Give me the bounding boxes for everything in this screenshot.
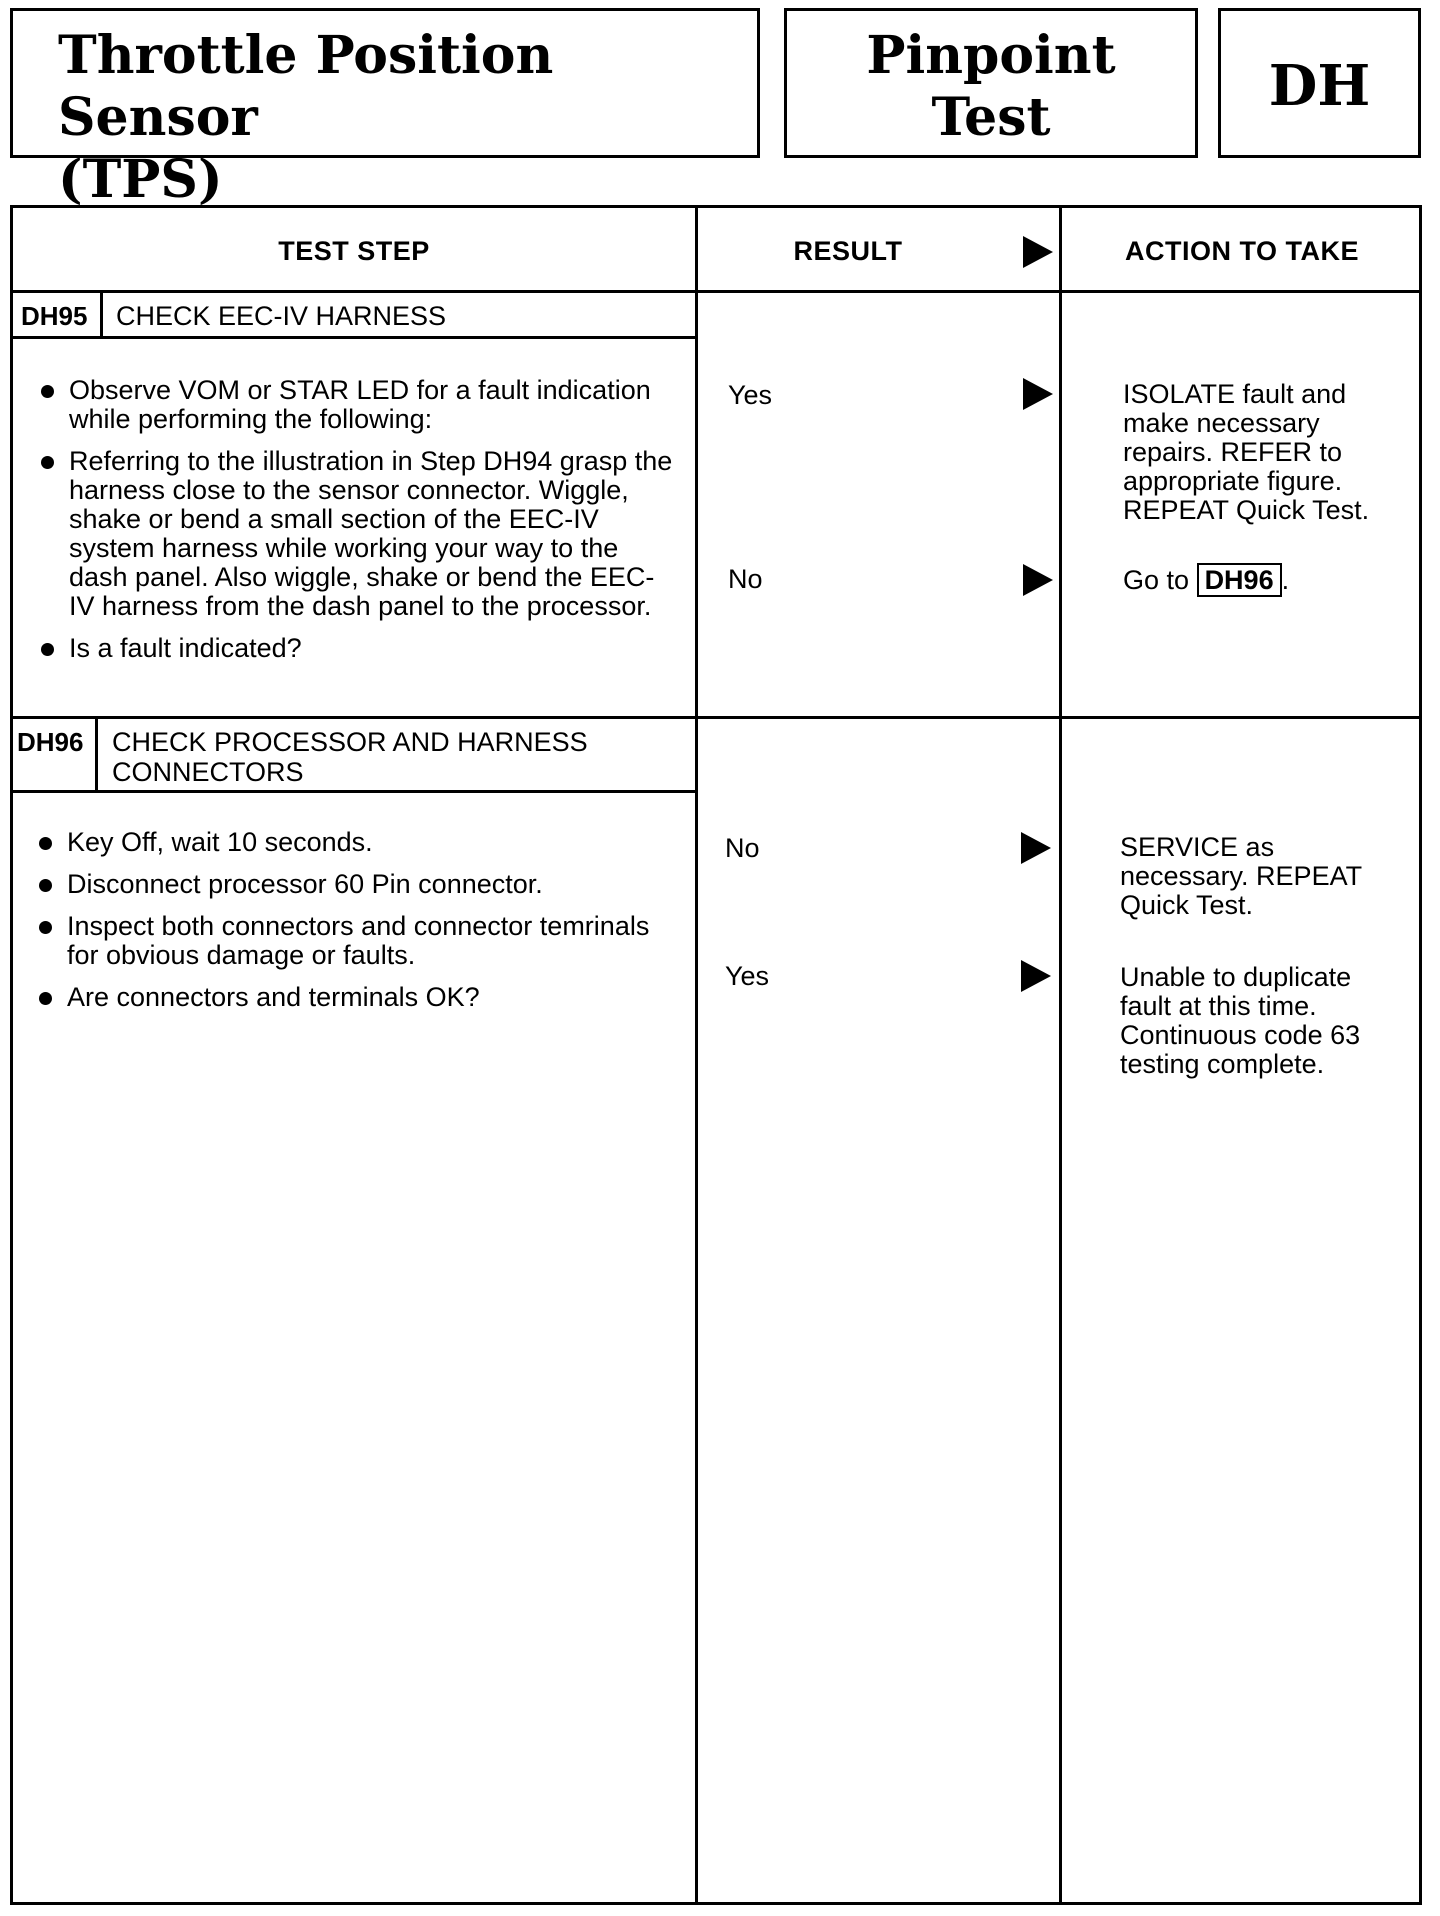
action-text: ISOLATE fault and make necessary repairs. REFER to appropriate figure. REPEAT Quick Test.: [1123, 379, 1370, 525]
result-arrow-icon: [1023, 378, 1053, 410]
action-goto-prefix: Go to: [1123, 565, 1190, 595]
column-divider: [1059, 208, 1062, 1902]
test-code: DH: [1268, 53, 1371, 119]
column-divider: [695, 208, 698, 1902]
header-divider: [13, 290, 1419, 293]
list-item: Inspect both connectors and connector temrinals for obvious damage or faults.: [37, 912, 677, 970]
step-title: CHECK PROCESSOR AND HARNESS CONNECTORS: [112, 727, 588, 787]
step-code: DH96: [17, 727, 84, 757]
header-title-box: [10, 8, 760, 210]
list-item: Key Off, wait 10 seconds.: [37, 828, 677, 857]
step-title-divider: [13, 790, 695, 793]
result-arrow-icon: [1021, 832, 1051, 864]
result-arrow-icon: [1023, 564, 1053, 596]
test-table: [10, 205, 1422, 1905]
step-bullet-list: [39, 376, 679, 676]
result-label: Yes: [728, 380, 773, 410]
action-text: SERVICE as necessary. REPEAT Quick Test.: [1120, 832, 1363, 920]
page-title: Throttle Position Sensor (TPS): [58, 25, 554, 210]
step-code-divider: [100, 290, 103, 338]
list-item: Referring to the illustration in Step DH94 grasp the harness close to the sensor connector. Wiggle, shake or bend a small section of the EEC-IV system harness while working your way to the dash panel. Also wiggle, shake or bend the EEC-IV harness from the dash panel to the processor.: [39, 447, 679, 621]
result-label: Yes: [725, 961, 770, 991]
column-header-action: ACTION TO TAKE: [1125, 236, 1359, 266]
step-divider: [13, 716, 1419, 719]
list-item: Are connectors and terminals OK?: [37, 983, 677, 1012]
list-item: Is a fault indicated?: [39, 634, 679, 663]
header-code-box: [1218, 8, 1421, 158]
step-code: DH95: [21, 301, 88, 331]
header-pinpoint-box: [784, 8, 1198, 158]
step-title: CHECK EEC-IV HARNESS: [116, 301, 447, 331]
column-header-test-step: TEST STEP: [278, 236, 430, 266]
action-goto: [1123, 563, 1289, 597]
result-label: No: [725, 833, 760, 863]
result-arrow-icon: [1023, 236, 1053, 268]
list-item: Disconnect processor 60 Pin connector.: [37, 870, 677, 899]
pinpoint-label: Pinpoint Test: [866, 25, 1116, 148]
step-code-divider: [95, 716, 98, 792]
step-title-divider: [13, 336, 695, 339]
goto-step-link[interactable]: DH96: [1197, 563, 1282, 597]
result-arrow-icon: [1021, 960, 1051, 992]
list-item: Observe VOM or STAR LED for a fault indication while performing the following:: [39, 376, 679, 434]
action-text: Unable to duplicate fault at this time. Continuous code 63 testing complete.: [1120, 962, 1361, 1079]
action-goto-suffix: .: [1281, 565, 1290, 595]
column-header-result: RESULT: [793, 236, 903, 266]
step-bullet-list: [37, 828, 677, 1025]
result-label: No: [728, 564, 763, 594]
